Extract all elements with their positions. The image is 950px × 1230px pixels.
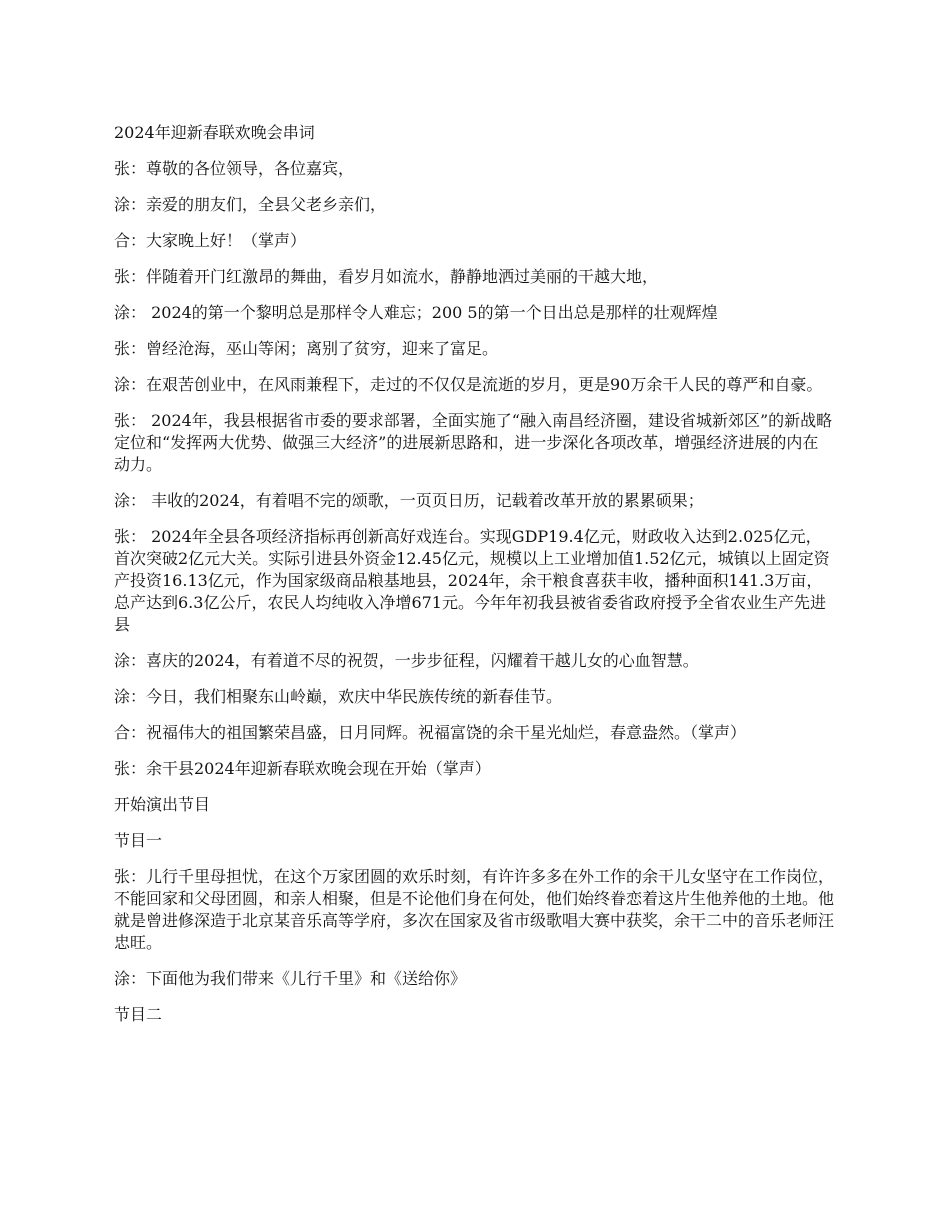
document-title: 2024年迎新春联欢晚会串词	[114, 123, 315, 142]
paragraph: 合：大家晚上好！（掌声）	[114, 231, 307, 250]
paragraph: 张：余干县2024年迎新春联欢晚会现在开始（掌声）	[114, 759, 491, 778]
paragraph: 张：尊敬的各位领导，各位嘉宾，	[114, 159, 355, 178]
paragraph: 张：伴随着开门红激昂的舞曲，看岁月如流水，静静地洒过美丽的干越大地，	[114, 267, 659, 286]
paragraph: 张： 2024年全县各项经济指标再创新高好戏连台。实现GDP19.4亿元，财政收入达到2.025亿元，首次突破2亿元大关。实际引进县外资金12.45亿元，规模以上工业增加值1.52亿元，城镇以上固定资产投资16.13亿元，作为国家级商品粮基地县，2024年，余干粮食喜获丰收，播种面积141.3万亩，总产达到6.3亿公斤，农民人均纯收入净增671元。今年年初我县被省委省政府授予全省农业生产先进县	[114, 527, 830, 634]
paragraph: 涂：在艰苦创业中，在风雨兼程下，走过的不仅仅是流逝的岁月，更是90万余干人民的尊严和自豪。	[114, 375, 823, 394]
paragraph: 张：曾经沧海，巫山等闲；离别了贫穷，迎来了富足。	[114, 339, 499, 358]
section-heading: 节目一	[114, 831, 163, 850]
paragraph: 涂： 丰收的2024，有着唱不完的颂歌，一页页日历，记载着改革开放的累累硕果；	[114, 491, 704, 510]
paragraph: 涂：下面他为我们带来《儿行千里》和《送给你》	[114, 969, 467, 988]
document-body	[114, 122, 834, 1040]
section-heading: 节目二	[114, 1005, 163, 1024]
paragraph: 涂： 2024的第一个黎明总是那样令人难忘；200 5的第一个日出总是那样的壮观辉煌	[114, 303, 718, 322]
section-heading: 开始演出节目	[114, 795, 211, 814]
paragraph: 涂：亲爱的朋友们，全县父老乡亲们，	[114, 195, 387, 214]
paragraph: 张：儿行千里母担忧，在这个万家团圆的欢乐时刻，有许许多多在外工作的余干儿女坚守在工作岗位，不能回家和父母团圆，和亲人相聚，但是不论他们身在何处，他们始终眷恋着这片生他养他的土地。他就是曾进修深造于北京某音乐高等学府，多次在国家及省市级歌唱大赛中获奖，余干二中的音乐老师汪忠旺。	[114, 867, 835, 952]
paragraph: 涂：喜庆的2024，有着道不尽的祝贺，一步步征程，闪耀着干越儿女的心血智慧。	[114, 651, 699, 670]
paragraph: 合：祝福伟大的祖国繁荣昌盛，日月同辉。祝福富饶的余干星光灿烂，春意盎然。（掌声）	[114, 723, 747, 742]
paragraph: 张： 2024年，我县根据省市委的要求部署，全面实施了“融入南昌经济圈，建设省城新郊区”的新战略定位和“发挥两大优势、做强三大经济”的进展新思路和，进一步深化各项改革，增强经济进展的内在动力。	[114, 411, 833, 474]
paragraph: 涂：今日，我们相聚东山岭巅，欢庆中华民族传统的新春佳节。	[114, 687, 563, 706]
